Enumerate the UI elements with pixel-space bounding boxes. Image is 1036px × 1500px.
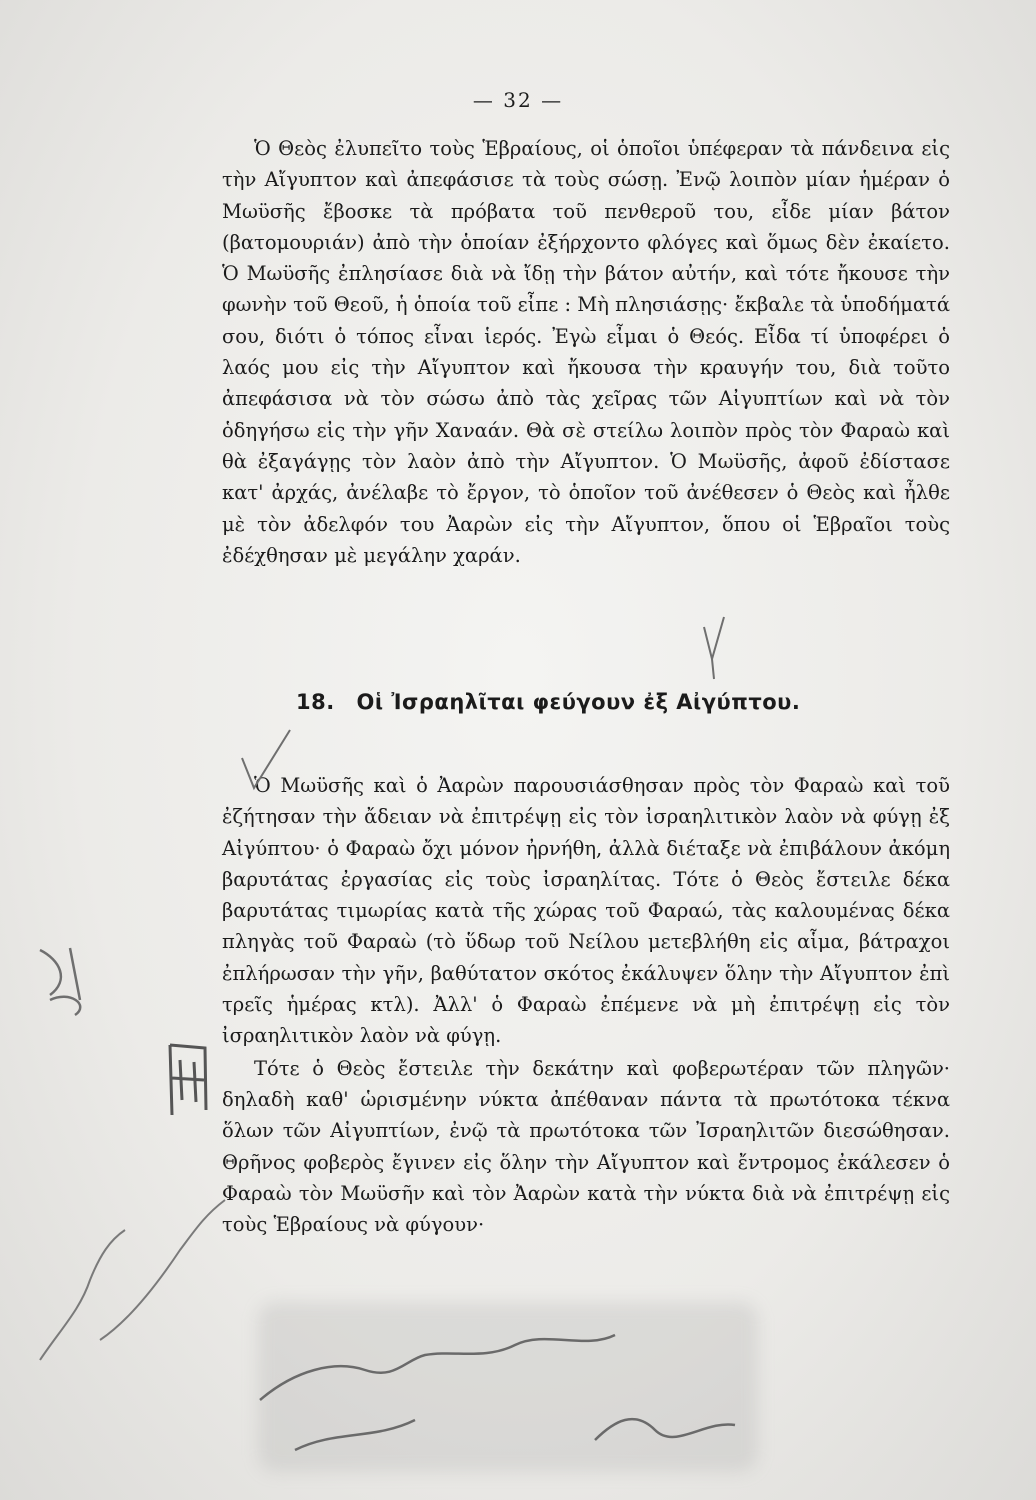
section-heading <box>296 690 936 714</box>
body-text-before-section <box>222 133 950 571</box>
bottom-signature <box>255 1300 775 1490</box>
margin-scribble-1 <box>30 940 100 1020</box>
section-number: 18. <box>296 690 335 714</box>
pencil-end-mark <box>700 615 740 685</box>
page-number: — 32 — <box>472 88 564 112</box>
paragraph: Ὁ Θεὸς ἐλυπεῖτο τοὺς Ἑβραίους, οἱ ὁποῖοι ὑπέφεραν τὰ πάνδεινα εἰς τὴν Αἴγυπτον καὶ ἀπεφάσισε τὰ τοὺς σώσῃ. Ἐνῷ λοιπὸν μίαν ἡμέραν ὁ Μωϋσῆς ἔβοσκε τὰ πρόβατα τοῦ πενθεροῦ του, εἶδε μίαν βάτον (βατομουριάν) ἀπὸ τὴν ὁποίαν ἐξήρχοντο φλόγες καὶ ὅμως δὲν ἐκαίετο. Ὁ Μωϋσῆς ἐπλησίασε διὰ νὰ ἴδῃ τὴν βάτον αὐτήν, καὶ τότε ἤκουσε τὴν φωνὴν τοῦ Θεοῦ, ἡ ὁποία τοῦ εἶπε : Μὴ πλησιάσῃς· ἔκβαλε τὰ ὑποδήματά σου, διότι ὁ τόπος εἶναι ἱερός. Ἐγὼ εἶμαι ὁ Θεός. Εἶδα τί ὑποφέρει ὁ λαός μου εἰς τὴν Αἴγυπτον καὶ ἤκουσα τὴν κραυγήν του, διὰ τοῦτο ἀπεφάσισα νὰ τὸν σώσω ἀπὸ τὰς χεῖρας τῶν Αἰγυπτίων καὶ νὰ τὸν ὁδηγήσω εἰς τὴν γῆν Χαναάν. Θὰ σὲ στείλω λοιπὸν πρὸς τὸν Φαραὼ καὶ θὰ ἐξαγάγῃς τὸν λαὸν ἀπὸ τὴν Αἴγυπτον. Ὁ Μωϋσῆς, ἀφοῦ ἐδίστασε κατ' ἀρχάς, ἀνέλαβε τὸ ἔργον, τὸ ὁποῖον τοῦ ἀνέθεσεν ὁ Θεὸς καὶ ἦλθε μὲ τὸν ἀδελφόν του Ἀαρὼν εἰς τὴν Αἴγυπτον, ὅπου οἱ Ἑβραῖοι τοὺς ἐδέχθησαν μὲ μεγάλην χαράν. <box>222 137 950 567</box>
margin-signature <box>30 1160 230 1390</box>
margin-scribble-2 <box>160 1040 220 1120</box>
body-text-after-section <box>222 770 950 1240</box>
paragraph: Ὁ Μωϋσῆς καὶ ὁ Ἀαρὼν παρουσιάσθησαν πρὸς τὸν Φαραὼ καὶ τοῦ ἐζήτησαν τὴν ἄδειαν νὰ ἐπιτρέψῃ εἰς τὸν ἰσραηλιτικὸν λαὸν νὰ φύγῃ ἐξ Αἰγύπτου· ὁ Φαραὼ ὄχι μόνον ἠρνήθη, ἀλλὰ διέταξε νὰ ἐπιβάλουν ἀκόμη βαρυτάτας ἐργασίας εἰς τοὺς ἰσραηλίτας. Τότε ὁ Θεὸς ἔστειλε δέκα βαρυτάτας τιμωρίας κατὰ τῆς χώρας τοῦ Φαραώ, τὰς καλουμένας δέκα πληγὰς τοῦ Φαραὼ (τὸ ὕδωρ τοῦ Νείλου μετεβλήθη εἰς αἷμα, βάτραχοι ἐπλήρωσαν τὴν γῆν, βαθύτατον σκότος ἐκάλυψεν ὅλην τὴν Αἴγυπτον ἐπὶ τρεῖς ἡμέρας κτλ). Ἀλλ' ὁ Φαραὼ ἐπέμενε νὰ μὴ ἐπιτρέψῃ εἰς τὸν ἰσραηλιτικὸν λαὸν νὰ φύγῃ. <box>222 774 950 1048</box>
pencil-tick-mark <box>240 728 300 798</box>
paragraph: Τότε ὁ Θεὸς ἔστειλε τὴν δεκάτην καὶ φοβερωτέραν τῶν πληγῶν· δηλαδὴ καθ' ὡρισμένην νύκτα ἀπέθαναν πάντα τὰ πρωτότοκα τέκνα ὅλων τῶν Αἰγυπτίων, ἐνῷ τὰ πρωτότοκα τῶν Ἰσραηλιτῶν διεσώθησαν. Θρῆνος φοβερὸς ἔγινεν εἰς ὅλην τὴν Αἴγυπτον καὶ ἔντρομος ἐκάλεσεν ὁ Φαραὼ τὸν Μωϋσῆν καὶ τὸν Ἀαρὼν κατὰ τὴν νύκτα διὰ νὰ ἐπιτρέψῃ εἰς τοὺς Ἑβραίους νὰ φύγουν· <box>222 1056 950 1237</box>
section-title: Οἱ Ἰσραηλῖται φεύγουν ἐξ Αἰγύπτου. <box>356 690 801 714</box>
